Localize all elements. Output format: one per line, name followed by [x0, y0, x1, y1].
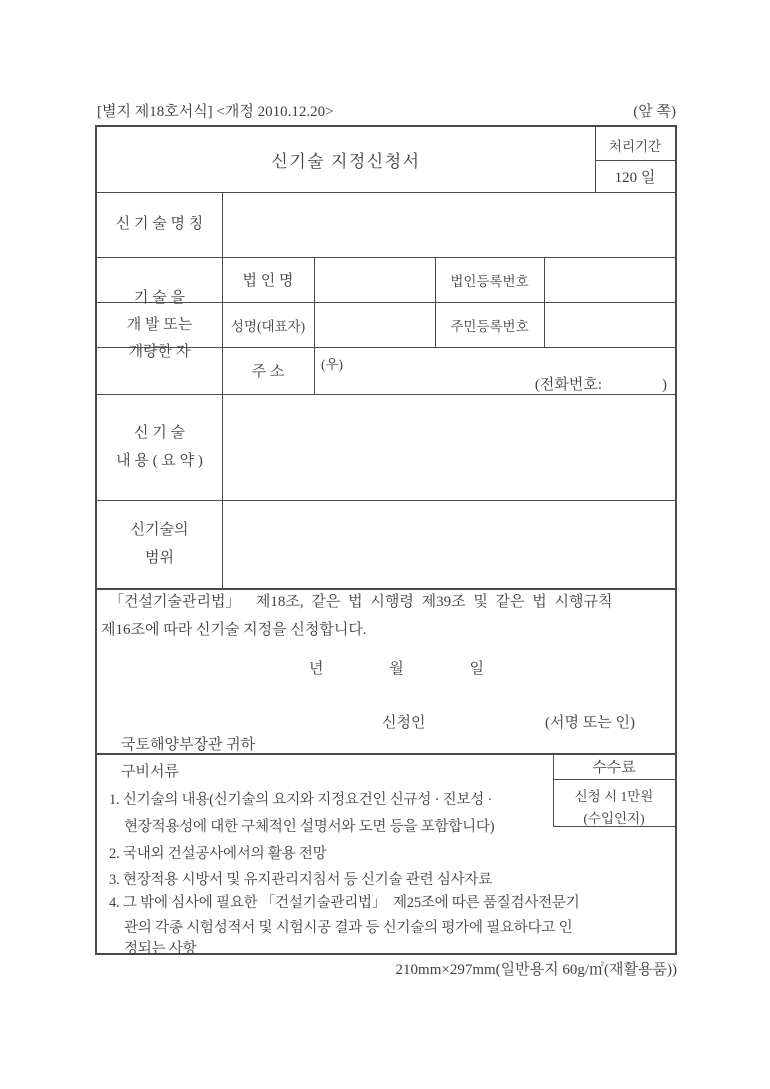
declaration-text-line2: 제16조에 따라 신기술 지정을 신청합니다.: [101, 622, 367, 638]
corp-name-value-cell: [314, 257, 435, 302]
attachment-item-line: 관의 각종 시험성적서 및 시험시공 결과 등 신기술의 평가에 필요하다고 인: [124, 920, 573, 936]
recipient-line: 국토해양부장관 귀하: [121, 737, 256, 753]
tech-name-label: 신 기 술 명 칭: [115, 216, 204, 232]
attachment-item-line: 2. 국내외 건설공사에서의 활용 전망: [109, 846, 327, 862]
declaration-text-line1: 「건설기술관리법」 제18조, 같은 법 시행령 제39조 및 같은 법 시행규칙: [109, 594, 613, 610]
attachment-item-line: 4. 그 밖에 심사에 필요한 「건설기술관리법」 제25조에 따른 품질검사전문기: [109, 895, 580, 911]
signature-note: (서명 또는 인): [545, 715, 635, 731]
processing-period-value: 120 일: [614, 170, 656, 186]
tech-scope-label-line: 범위: [145, 550, 174, 566]
corp-reg-no-label: 법인등록번호: [450, 273, 529, 289]
tech-scope-value-cell: [222, 500, 675, 588]
attachment-item-line: 정되는 사항: [124, 941, 197, 957]
fee-stamp-note: (수입인지): [583, 811, 645, 826]
grid-line: [595, 160, 675, 161]
attachment-item-line: 3. 현장적용 시방서 및 유지관리지침서 등 신기술 관련 심사자료: [109, 872, 493, 888]
date-line: [309, 657, 484, 678]
paper-spec-footer: 210mm×297mm(일반용지 60g/㎡(재활용품)): [395, 962, 677, 978]
applicant-label: 신청인: [382, 715, 426, 731]
date-month-label: 월: [389, 661, 404, 677]
tech-summary-value-cell: [222, 394, 675, 500]
developer-label-line: 개 발 또는: [126, 317, 193, 333]
developer-label-line: 개량한 자: [128, 344, 191, 360]
tech-summary-label-line: 내 용 ( 요 약 ): [116, 453, 203, 469]
page-side-label: (앞 쪽): [633, 104, 676, 120]
rep-name-value-cell: [314, 302, 435, 347]
developer-label-line: 기 술 을: [134, 290, 185, 306]
rep-name-label: 성명(대표자): [230, 318, 306, 334]
date-day-label: 일: [469, 661, 484, 677]
fee-label: 수수료: [592, 759, 636, 776]
corp-name-label: 법 인 명: [242, 273, 294, 289]
application-form-table: [95, 125, 677, 955]
date-year-label: 년: [309, 661, 324, 677]
tech-summary-label-line: 신 기 술: [134, 425, 185, 441]
fee-amount: 신청 시 1만원: [574, 789, 654, 804]
phone-number-label: (전화번호: ): [534, 377, 667, 393]
attachment-item-line: 1. 신기술의 내용(신기술의 요지와 지정요건인 신규성 · 진보성 ·: [109, 792, 493, 808]
resident-reg-no-value-cell: [544, 302, 675, 347]
processing-period-label: 처리기간: [608, 139, 662, 154]
attachments-title: 구비서류: [121, 764, 179, 780]
tech-scope-label-line: 신기술의: [130, 522, 189, 538]
form-reference: [별지 제18호서식] <개정 2010.12.20>: [97, 104, 334, 120]
attachment-item-line: 현장적용성에 대한 구체적인 설명서와 도면 등을 포함합니다): [124, 819, 495, 835]
tech-scope-label: [97, 500, 222, 588]
resident-reg-no-label: 주민등록번호: [450, 318, 529, 334]
address-label: 주 소: [251, 364, 285, 380]
tech-summary-label: [97, 394, 222, 500]
grid-line: [553, 779, 675, 780]
tech-name-value-cell: [222, 192, 675, 257]
postal-code-prefix: (우): [321, 357, 344, 372]
corp-reg-no-value-cell: [544, 257, 675, 302]
form-title: 신기술 지정신청서: [271, 152, 421, 171]
developer-section-label: [97, 257, 222, 394]
